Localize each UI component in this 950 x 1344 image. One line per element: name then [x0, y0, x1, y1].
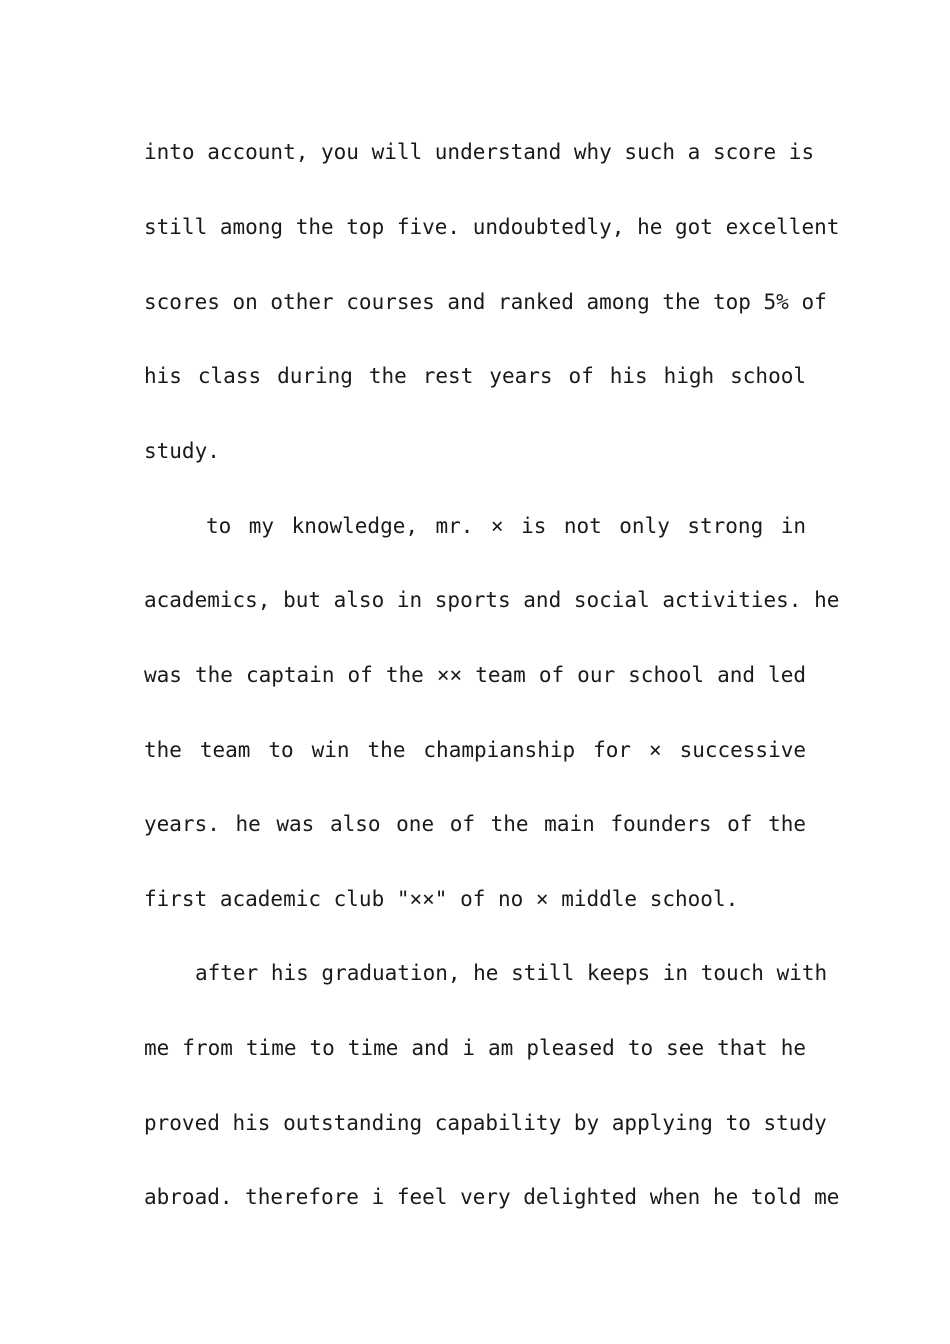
text-line: his class during the rest years of his high school [144, 364, 806, 388]
paragraph-first-line: after his graduation, he still keeps in touch with [195, 961, 828, 985]
text-line: proved his outstanding capability by applying to study [144, 1111, 827, 1135]
text-line: years. he was also one of the main founders of the [144, 812, 806, 836]
text-line: first academic club "××" of no × middle school. [144, 887, 739, 911]
text-line: scores on other courses and ranked among the top 5% of [144, 290, 827, 314]
text-line: still among the top five. undoubtedly, he got excellent [144, 215, 840, 239]
text-line: into account, you will understand why such a score is [144, 140, 815, 164]
text-line: study. [144, 439, 220, 463]
paragraph-first-line: to my knowledge, mr. × is not only strong in [206, 514, 806, 538]
text-line: the team to win the champianship for × successive [144, 738, 806, 762]
text-line: abroad. therefore i feel very delighted when he told me [144, 1185, 840, 1209]
text-line: was the captain of the ×× team of our school and led [144, 663, 806, 687]
text-line: me from time to time and i am pleased to see that he [144, 1036, 806, 1060]
text-line: academics, but also in sports and social activities. he [144, 588, 840, 612]
